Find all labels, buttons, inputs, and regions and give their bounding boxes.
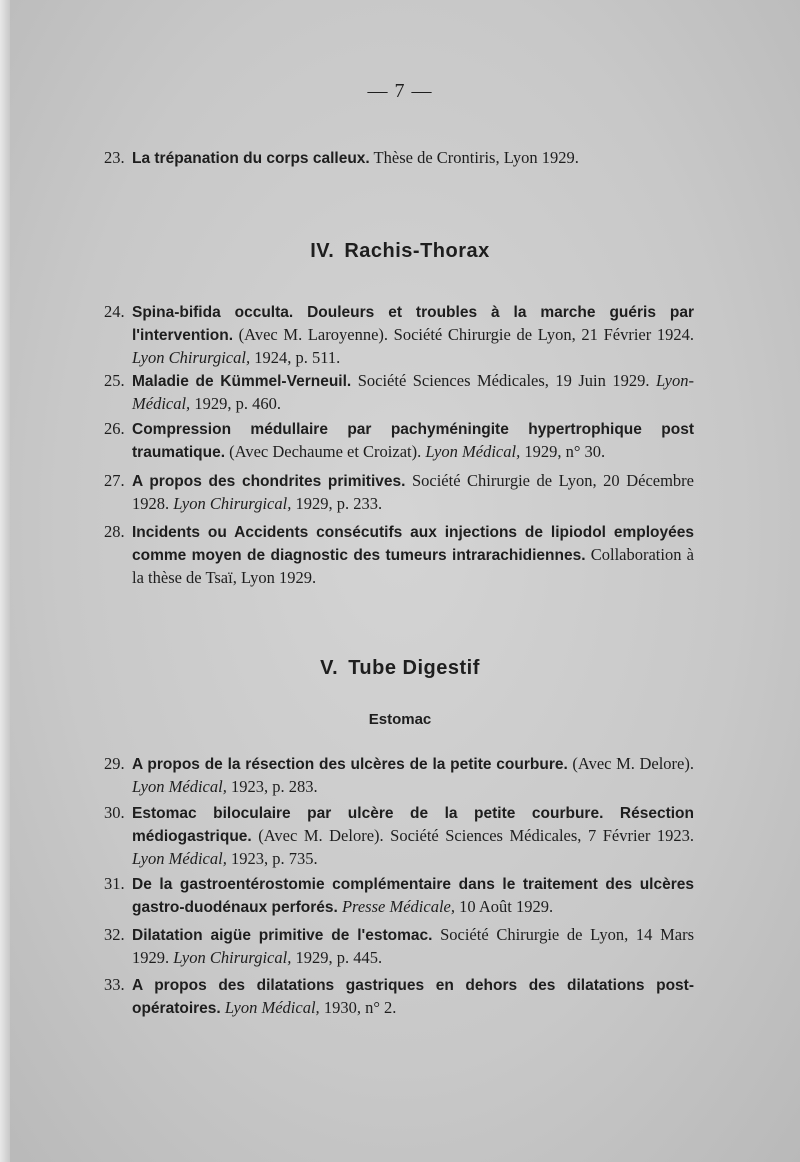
entry-details: Collaboration à la thèse de Tsaï, Lyon 1929.: [132, 545, 694, 587]
journal-name: Lyon Médical,: [425, 442, 521, 461]
section-numeral: IV.: [310, 240, 335, 262]
entry-number: 29.: [104, 754, 125, 773]
entry-details: Société Sciences Médicales, 19 Juin 1929.: [351, 371, 656, 390]
entry-reference: 1930, n° 2.: [319, 998, 397, 1017]
section-title: Tube Digestif: [348, 657, 480, 679]
entry-number: 30.: [104, 803, 125, 822]
journal-name: Lyon Chirurgical,: [132, 348, 251, 367]
journal-name: Lyon Médical,: [132, 777, 227, 796]
bibliography-entry-33: [104, 974, 694, 1020]
bibliography-entry-32: [104, 924, 694, 969]
section-heading-iv: [0, 240, 800, 263]
entry-reference: 1929, p. 460.: [190, 394, 281, 413]
entry-number: 32.: [104, 925, 125, 944]
bibliography-entry-29: [104, 753, 694, 798]
entry-details: Société Chirurgie de Lyon, 20 Décembre 1928.: [132, 471, 694, 513]
section-heading-v: [0, 657, 800, 680]
entry-reference: 1923, p. 735.: [226, 849, 318, 868]
journal-name: Lyon Médical,: [224, 998, 320, 1017]
bibliography-entry-23: [104, 147, 694, 170]
entry-number: 28.: [104, 522, 125, 541]
journal-name: Lyon Chirurgical,: [173, 948, 292, 967]
entry-number: 33.: [104, 975, 125, 994]
entry-title: La trépanation du corps calleux.: [132, 150, 370, 167]
entry-reference: 1929, p. 233.: [291, 494, 383, 513]
entry-title: A propos de la résection des ulcères de la petite courbure.: [132, 756, 568, 773]
entry-reference: 1929, n° 30.: [520, 442, 606, 461]
bibliography-entry-31: [104, 873, 694, 919]
journal-name: Lyon Chirurgical,: [173, 494, 292, 513]
section-title: Rachis-Thorax: [344, 240, 490, 262]
entry-number: 31.: [104, 874, 125, 893]
entry-details: Thèse de Crontiris, Lyon 1929.: [369, 148, 579, 167]
entry-details: (Avec M. Delore). Société Sciences Médicales, 7 Février 1923.: [251, 826, 694, 845]
entry-reference: 1923, p. 283.: [226, 777, 318, 796]
entry-number: 27.: [104, 471, 125, 490]
bibliography-entry-25: [104, 370, 694, 415]
entry-number: 25.: [104, 371, 125, 390]
entry-details: (Avec Dechaume et Croizat).: [225, 442, 426, 461]
entry-title: Maladie de Kümmel-Verneuil.: [132, 373, 352, 390]
entry-reference: 1929, p. 445.: [291, 948, 383, 967]
subsection-heading: Estomac: [368, 711, 432, 728]
bibliography-entry-28: [104, 521, 694, 589]
section-numeral: V.: [320, 657, 339, 679]
entry-title: De la gastroentérostomie complémentaire dans le traitement des ulcères gastro-duodénaux perforés.: [132, 876, 694, 916]
entry-title: Dilatation aigüe primitive de l'estomac.: [132, 927, 433, 944]
entry-number: 24.: [104, 302, 125, 321]
bibliography-entry-27: [104, 470, 694, 515]
entry-title: Incidents ou Accidents consécutifs aux injections de lipiodol employées comme moyen de diagnostic des tumeurs intrarachidiennes.: [132, 524, 694, 564]
journal-name: Presse Médicale,: [341, 897, 455, 916]
entry-title: A propos des chondrites primitives.: [132, 473, 406, 490]
entry-reference: 10 Août 1929.: [454, 897, 554, 916]
entry-details: (Avec M. Delore).: [567, 754, 694, 773]
entry-title: Spina-bifida occulta. Douleurs et troubles à la marche guéris par l'intervention.: [132, 304, 694, 344]
page-edge: [0, 0, 10, 1162]
entry-number: 26.: [104, 419, 125, 438]
page-number: — 7 —: [367, 80, 433, 102]
journal-name: Lyon-Médical,: [132, 371, 695, 413]
bibliography-entry-30: [104, 802, 694, 870]
entry-details: Société Chirurgie de Lyon, 14 Mars 1929.: [132, 925, 694, 967]
entry-title: Compression médullaire par pachyméningite hypertrophique post traumatique.: [132, 421, 694, 461]
entry-number: 23.: [104, 148, 125, 167]
entry-title: Estomac biloculaire par ulcère de la petite courbure. Résection médiogastrique.: [132, 805, 694, 845]
entry-details: (Avec M. Laroyenne). Société Chirurgie de Lyon, 21 Février 1924.: [233, 325, 694, 344]
entry-reference: 1924, p. 511.: [250, 348, 341, 367]
journal-name: Lyon Médical,: [132, 849, 227, 868]
entry-title: A propos des dilatations gastriques en dehors des dilatations post-opératoires.: [132, 977, 694, 1017]
bibliography-entry-26: [104, 418, 694, 464]
bibliography-entry-24: [104, 301, 694, 369]
